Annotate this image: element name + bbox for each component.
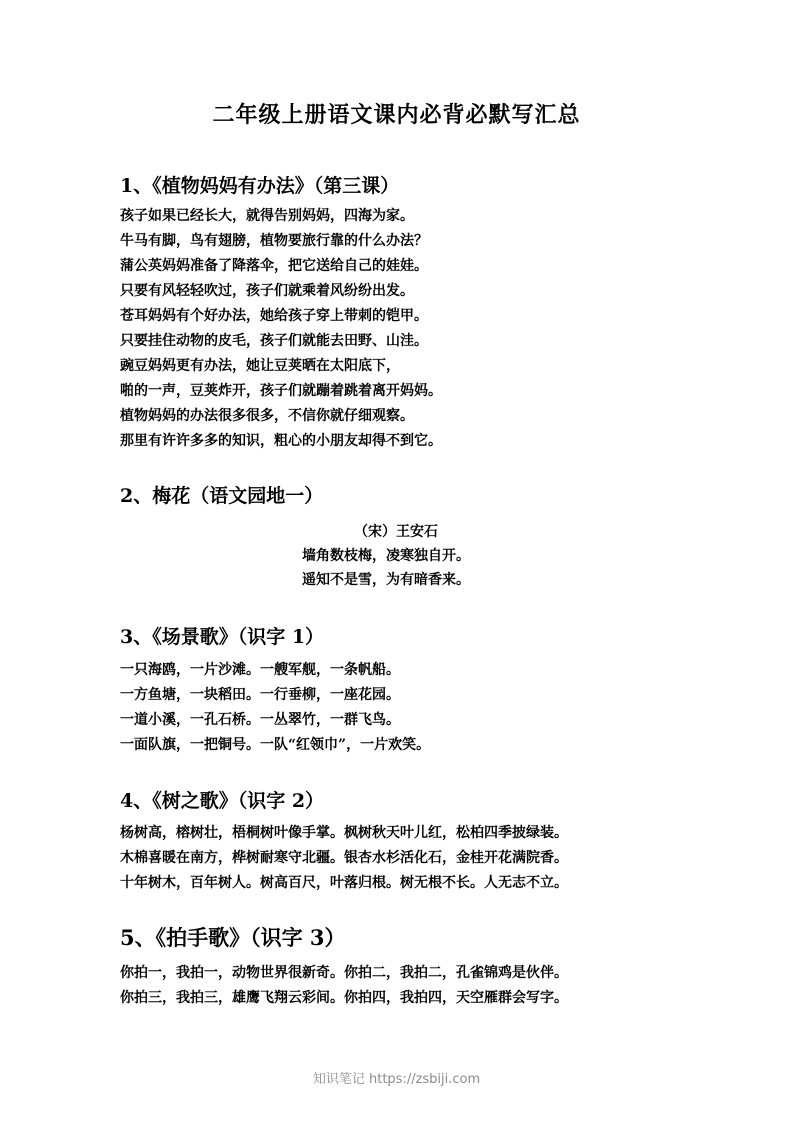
section-3-line: 一道小溪，一孔石桥。一丛翠竹，一群飞鸟。	[120, 712, 400, 728]
section-3-line: 一方鱼塘，一块稻田。一行垂柳，一座花园。	[120, 687, 400, 703]
section-3-heading: 3、《场景歌》（识字 1）	[120, 626, 325, 648]
section-5-line: 你拍三，我拍三，雄鹰飞翔云彩间。你拍四，我拍四，天空雁群会写字。	[120, 990, 568, 1006]
section-1-line: 啪的一声，豆荚炸开，孩子们就蹦着跳着离开妈妈。	[120, 383, 442, 399]
footer-watermark: 知识笔记 https://zsbiji.com	[312, 1072, 481, 1087]
section-1-line: 那里有许许多多的知识，粗心的小朋友却得不到它。	[120, 433, 442, 449]
section-1-heading: 1、《植物妈妈有办法》（第三课）	[120, 175, 400, 197]
poem-line: 遥知不是雪，为有暗香来。	[302, 572, 470, 588]
section-2-heading: 2、梅花（语文园地一）	[120, 485, 324, 507]
section-1-line: 只要挂住动物的皮毛，孩子们就能去田野、山洼。	[120, 333, 428, 349]
section-4-line: 木棉喜暖在南方，桦树耐寒守北疆。银杏水杉活化石，金桂开花满院香。	[120, 850, 568, 866]
section-4-line: 十年树木，百年树人。树高百尺，叶落归根。树无根不长。人无志不立。	[120, 875, 568, 891]
section-1-line: 豌豆妈妈更有办法，她让豆荚晒在太阳底下，	[120, 358, 400, 374]
section-1-line: 蒲公英妈妈准备了降落伞，把它送给自己的娃娃。	[120, 258, 428, 274]
section-1-line: 植物妈妈的办法很多很多，不信你就仔细观察。	[120, 408, 414, 424]
section-4-line: 杨树高，榕树壮，梧桐树叶像手掌。枫树秋天叶儿红，松柏四季披绿装。	[120, 825, 568, 841]
section-1-line: 孩子如果已经长大，就得告别妈妈，四海为家。	[120, 208, 414, 224]
section-1-line: 牛马有脚，鸟有翅膀，植物要旅行靠的什么办法？	[120, 233, 428, 249]
section-5-heading: 5、《拍手歌》（识字 3）	[120, 925, 346, 950]
section-5-line: 你拍一，我拍一，动物世界很新奇。你拍二，我拍二，孔雀锦鸡是伙伴。	[120, 965, 568, 981]
poem-author: （宋）王安石	[354, 524, 438, 540]
section-1-line: 只要有风轻轻吹过，孩子们就乘着风纷纷出发。	[120, 283, 414, 299]
section-3-line: 一面队旗，一把铜号。一队“红领巾”，一片欢笑。	[120, 737, 431, 753]
section-4-heading: 4、《树之歌》（识字 2）	[120, 790, 325, 812]
section-3-line: 一只海鸥，一片沙滩。一艘军舰，一条帆船。	[120, 662, 400, 678]
poem-line: 墙角数枝梅，凌寒独自开。	[302, 548, 470, 564]
section-1-line: 苍耳妈妈有个好办法，她给孩子穿上带刺的铠甲。	[120, 308, 428, 324]
page-title: 二年级上册语文课内必背必默写汇总	[212, 102, 581, 128]
